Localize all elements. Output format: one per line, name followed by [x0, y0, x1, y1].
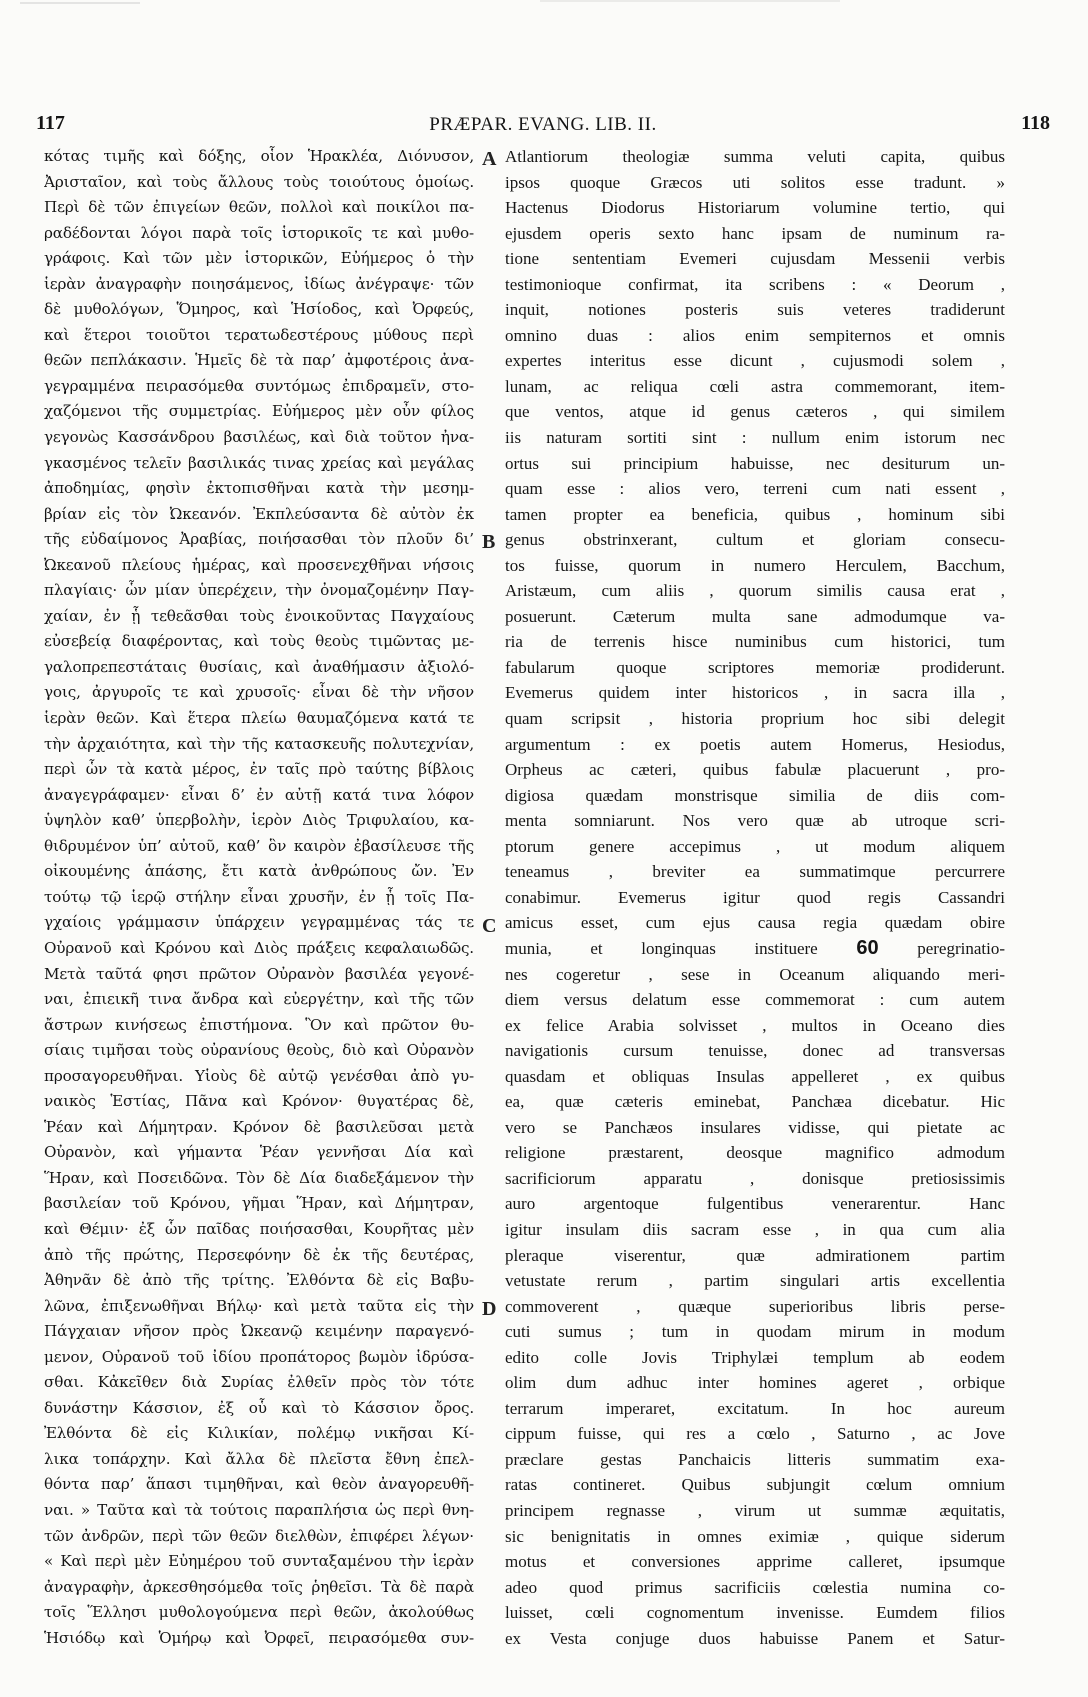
latin-text-line: tione sententiam Evemeri cujusdam Messenii verbis	[505, 249, 1005, 269]
latin-text-line: que ventos, atque id genus cæteros , qui similem	[505, 402, 1005, 422]
greek-text-line: ἀναγεγράφαμεν· εἶναι δ’ ἐν αὐτῇ κατά τινα λόφον	[44, 785, 474, 804]
greek-text-line: μενον, Οὐρανοῦ τοῦ ἰδίου προπάτορος βωμὸν ἱδρύσα-	[44, 1347, 474, 1366]
latin-text-line: religione præstarent, deosque magnifico admodum	[505, 1143, 1005, 1163]
greek-text-line: ναι, ἐπιεικῆ τινα ἄνδρα καὶ εὐεργέτην, καὶ τῆς τῶν	[44, 990, 474, 1009]
latin-text-line: Atlantiorum theologiæ summa veluti capita, quibus	[505, 147, 1005, 166]
greek-text-line: ὑψηλὸν καθ’ ὑπερβολὴν, ἱερὸν Διὸς Τριφυλαίου, κα-	[44, 811, 474, 830]
greek-text-line: λικα τοπάρχην. Καὶ ἄλλα δὲ πλεῖστα ἔθνη ἐπελ-	[44, 1449, 474, 1468]
greek-column	[44, 144, 474, 1651]
greek-text-line: σίαις τιμῆσαι τοὺς οὐρανίους θεοὺς, διὸ καὶ Οὐρανὸν	[44, 1041, 474, 1060]
latin-text-line: conabimur. Evemerus igitur quod regis Cassandri	[505, 887, 1005, 907]
latin-text-line: fabularum quoque scriptores memoriæ prodiderunt.	[505, 657, 1005, 677]
greek-text-line: καὶ ἕτεροι τοιοῦτοι τερατωδεστέρους μύθους περὶ	[44, 325, 474, 344]
latin-text-line: digiosa quædam monstrisque similia de diis com-	[505, 785, 1005, 805]
latin-text-line: menta somniarunt. Nos vero quæ ab utroque scri-	[505, 811, 1005, 831]
latin-text-line: adeo quod primus sacrificiis cœlestia numina co-	[505, 1577, 1005, 1597]
latin-text-line: auro argentoque fulgentibus venerarentur. Hanc	[505, 1194, 1005, 1214]
greek-text-line: κότας τιμῆς καὶ δόξης, οἷον Ἡρακλέα, Διόνυσον,	[44, 147, 474, 165]
latin-text-line: igitur insulam diis sacram esse , in qua cum alia	[505, 1219, 1005, 1239]
latin-text-line: principem regnasse , virum ut summæ æquitatis,	[505, 1500, 1005, 1520]
latin-text-line: Orpheus ac cæteri, quibus fabulæ placuerunt , pro-	[505, 760, 1005, 780]
page-header	[36, 112, 1050, 142]
greek-text-line: ἀποδημίας, φησὶν ἐκτοπισθῆναι κατὰ τὴν μεσημ-	[44, 479, 474, 498]
greek-text-line: Ἐλθόντα δὲ εἰς Κιλικίαν, πολέμῳ νικῆσαι Κί-	[44, 1424, 474, 1443]
latin-text-line: motus et conversiones apprime calleret, ipsumque	[505, 1552, 1005, 1572]
latin-text-line: ex Vesta conjuge duos habuisse Panem et Satur-	[505, 1628, 1005, 1648]
margin-marker-b: B	[482, 531, 496, 553]
greek-text-line: τὴν ἀρχαιότητα, καὶ τὴν τῆς κατασκευῆς πολυτεχνίαν,	[44, 734, 474, 753]
greek-text-line: λῶνα, ἐπιξενωθῆναι Βήλῳ· καὶ μετὰ ταῦτα εἰς τὴν	[44, 1296, 474, 1315]
greek-text-line: θόντα παρ’ ἅπασι τιμηθῆναι, καὶ θεὸν ἀναγορευθῆ-	[44, 1475, 474, 1494]
greek-text-line: τούτῳ τῷ ἱερῷ στήλην εἶναι χρυσῆν, ἐν ᾗ τοῖς Πα-	[44, 887, 474, 906]
latin-text-line: ortus sui principium habuisse, nec desiturum un-	[505, 453, 1005, 473]
greek-text-line: πλαγίαις· ὧν μίαν ὑπερέχειν, τὴν ὀνομαζομένην Παγ-	[44, 581, 474, 600]
latin-text-line: quam esse : alios vero, terreni cum nati essent ,	[505, 479, 1005, 499]
latin-text-line: diem versus delatum esse commemorat : cum autem	[505, 990, 1005, 1010]
greek-text-line: καὶ Θέμιν· ἐξ ὧν παῖδας ποιήσασθαι, Κουρῆτας μὲν	[44, 1219, 474, 1238]
greek-text-line: περὶ ὧν τὰ κατὰ μέρος, ἐν ταῖς πρὸ ταύτης βίβλοις	[44, 760, 474, 779]
latin-text-line: præclare gestas Panchaicis litteris summatim exa-	[505, 1449, 1005, 1469]
greek-text-line: γοις, ἀργυροῖς τε καὶ χρυσοῖς· εἶναι δὲ τὴν νῆσον	[44, 683, 474, 702]
latin-text-line: cippum fuisse, qui res a cœlo , Saturno , ac Jove	[505, 1424, 1005, 1444]
latin-text-line: munia, et longinquas instituere 60 peregrinatio-	[505, 936, 1005, 959]
greek-text-line: « Καὶ περὶ μὲν Εὐημέρου τοῦ συνταξαμένου τὴν ἱερὰν	[44, 1552, 474, 1571]
latin-text-line: teneamus , breviter ea summatimque percurrere	[505, 862, 1005, 882]
latin-text-line: vero se Panchæos insulares vidisse, qui pietate ac	[505, 1117, 1005, 1137]
greek-text-line: θιδρυμένον ὑπ’ αὐτοῦ, καθ’ ὃν καιρὸν ἐβασίλευσε τῆς	[44, 836, 474, 855]
greek-text-line: γράφοις. Καὶ τῶν μὲν ἱστορικῶν, Εὐήμερος ὁ τὴν	[44, 249, 474, 268]
greek-text-line: Ὠκεανοῦ πλείους ἡμέρας, καὶ προσενεχθῆναι νήσοις	[44, 555, 474, 574]
latin-text-line: posuerunt. Cæterum multa sane admodumque va-	[505, 606, 1005, 626]
greek-text-line: ἀναγραφὴν, ἀρκεσθησόμεθα τοῖς ῥηθεῖσι. Τὰ δὲ παρὰ	[44, 1577, 474, 1596]
latin-text-line: Hactenus Diodorus Historiarum volumine tertio, qui	[505, 198, 1005, 218]
latin-text-line: sacrificiorum apparatu , donisque pretiosissimis	[505, 1168, 1005, 1188]
latin-text-line: ejusdem operis sexto hanc ipsam de numinum ra-	[505, 223, 1005, 243]
greek-text-line: δὲ μυθολόγων, Ὅμηρος, καὶ Ἡσίοδος, καὶ Ὀρφεύς,	[44, 300, 474, 319]
greek-text-line: οἰκουμένης ἁπάσης, ἔτι κατὰ ἀνθρώπους ὤν. Ἐν	[44, 862, 474, 881]
latin-text-line: pleraque viserentur, quæ admirationem partim	[505, 1245, 1005, 1265]
greek-text-line: γκασμένος τελεῖν βασιλικάς τινας χρείας καὶ μεγάλας	[44, 453, 474, 472]
greek-text-line: ραδέδονται λόγοι παρὰ τοῖς ἱστορικοῖς τε καὶ μυθο-	[44, 223, 474, 242]
scan-speck	[20, 2, 140, 4]
right-page-number: 118	[1021, 112, 1050, 134]
latin-text-line: Evemerus quidem inter historicos , in sacra illa ,	[505, 683, 1005, 703]
latin-text-line: tamen propter ea beneficia, quibus , hominum sibi	[505, 504, 1005, 524]
greek-text-line: Ἡσιόδῳ καὶ Ὁμήρῳ καὶ Ὀρφεῖ, πειρασόμεθα συν-	[44, 1628, 474, 1647]
margin-marker-c: C	[482, 915, 497, 937]
greek-text-line: χαζόμενοι τῆς συμμετρίας. Εὐήμερος μὲν οὖν φίλος	[44, 402, 474, 421]
latin-text-line: testimonioque confirmat, ita scribens : « Deorum ,	[505, 274, 1005, 294]
latin-text-line: lunam, ac reliqua cœli astra commemorant, item-	[505, 376, 1005, 396]
greek-text-line: Ἥραν, καὶ Ποσειδῶνα. Τὸν δὲ Δία διαδεξάμενον τὴν	[44, 1168, 474, 1187]
latin-text-line: nes cogeretur , sese in Oceanum aliquando meri-	[505, 964, 1005, 984]
latin-text-line: ex felice Arabia solvisset , multos in Oceano dies	[505, 1015, 1005, 1035]
greek-text-line: σθαι. Κἀκεῖθεν διὰ Συρίας ἐλθεῖν πρὸς τὸν τότε	[44, 1373, 474, 1392]
margin-marker-d: D	[482, 1298, 497, 1320]
greek-text-line: γεγραμμένα πειρασόμεθα συντόμως ἐπιδραμεῖν, στο-	[44, 376, 474, 395]
greek-text-line: προσαγορευθῆναι. Υἱοὺς δὲ αὐτῷ γενέσθαι ἀπὸ γυ-	[44, 1066, 474, 1085]
latin-text-line: genus obstrinxerant, cultum et gloriam consecu-	[505, 530, 1005, 550]
greek-text-line: εὐσεβείᾳ διαφέροντας, καὶ τοὺς θεοὺς τιμῶντας με-	[44, 632, 474, 651]
latin-text-line: argumentum : ex poetis autem Homerus, Hesiodus,	[505, 734, 1005, 754]
latin-text-line: luisset, cœli cognomentum invenisse. Eumdem filios	[505, 1603, 1005, 1623]
greek-text-line: τῆς εὐδαίμονος Ἀραβίας, ποιήσασθαι τὸν πλοῦν δι’	[44, 530, 474, 549]
latin-column	[505, 144, 1005, 1651]
greek-text-line: Πάγχαιαν νῆσον πρὸς Ὠκεανῷ κειμένην παραγενό-	[44, 1322, 474, 1341]
left-page-number: 117	[36, 112, 65, 134]
greek-text-line: βρίαν εἰς τὸν Ὠκεανόν. Ἐκπλεύσαντα δὲ αὐτὸν ἐκ	[44, 504, 474, 523]
latin-text-line: ptorum genere accepimus , ut modum aliquem	[505, 836, 1005, 856]
latin-text-line: quam scripsit , historia proprium hoc sibi delegit	[505, 709, 1005, 729]
latin-text-line: vetustate rerum , partim singulari artis excellentia	[505, 1271, 1005, 1291]
greek-text-line: ἀπὸ τῆς πρώτης, Περσεφόνην δὲ ἐκ τῆς δευτέρας,	[44, 1245, 474, 1264]
latin-text-line: olim dum adhuc inter homines ageret , orbique	[505, 1373, 1005, 1393]
latin-text-line: tos fuisse, quorum in numero Herculem, Bacchum,	[505, 555, 1005, 575]
latin-text-line: amicus esset, cum ejus causa regia quædam obire	[505, 913, 1005, 933]
greek-text-line: γεγονὼς Κασσάνδρου βασιλέως, καὶ διὰ τοῦτον ἠνα-	[44, 428, 474, 447]
greek-text-line: βασιλείαν τοῦ Κρόνου, γῆμαι Ἥραν, καὶ Δήμητραν,	[44, 1194, 474, 1213]
greek-text-line: Οὐρανὸν, καὶ γήμαντα Ῥέαν γεννῆσαι Δία καὶ	[44, 1143, 474, 1162]
margin-marker-a: A	[482, 148, 497, 170]
greek-text-line: ἱερὰν θεῶν. Καὶ ἕτερα πλείω θαυμαζόμενα κατά τε	[44, 709, 474, 728]
greek-text-line: γαλοπρεπεστάταις θυσίαις, καὶ ἀναθήμασιν ἀξιολό-	[44, 657, 474, 676]
greek-text-line: ναικὸς Ἑστίας, Πᾶνα καὶ Κρόνον· θυγατέρας δὲ,	[44, 1092, 474, 1111]
greek-text-line: θεῶν πεπλάκασιν. Ἡμεῖς δὲ τὰ παρ’ ἀμφοτέροις ἀνα-	[44, 351, 474, 370]
latin-text-line: Aristæum, cum aliis , quorum similis causa erat ,	[505, 581, 1005, 601]
latin-text-line: expertes interitus esse dicunt , cujusmodi solem ,	[505, 351, 1005, 371]
latin-text-line: inquit, notiones posteris suis veteres tradiderunt	[505, 300, 1005, 320]
latin-text-line: commoverent , quæque superioribus libris perse-	[505, 1296, 1005, 1316]
greek-text-line: χαίαν, ἐν ᾗ τεθεᾶσθαι τοὺς ἐνοικοῦντας Παγχαίους	[44, 606, 474, 625]
greek-text-line: Ἀρισταῖον, καὶ τοὺς ἄλλους τοὺς τοιούτους ὁμοίως.	[44, 172, 474, 191]
greek-text-line: γχαίοις γράμμασιν ὑπάρχειν γεγραμμένας τάς τε	[44, 913, 474, 932]
greek-text-line: ἱερὰν ἀναγραφὴν ποιησάμενος, ἰδίως ἀνέγραψε· τῶν	[44, 274, 474, 293]
latin-text-line: sic benignitatis in omnes eximiæ , quique siderum	[505, 1526, 1005, 1546]
greek-text-line: Ἀθηνᾶν δὲ ἀπὸ τῆς τρίτης. Ἐλθόντα δὲ εἰς Βαβυ-	[44, 1271, 474, 1290]
greek-text-line: τοῖς Ἕλλησι μυθολογούμενα περὶ θεῶν, ἀκολούθως	[44, 1603, 474, 1622]
latin-text-line: ratas contineret. Quibus subjungit cœlum omnium	[505, 1475, 1005, 1495]
greek-text-line: ναι. » Ταῦτα καὶ τὰ τούτοις παραπλήσια ὡς περὶ θνη-	[44, 1500, 474, 1519]
latin-text-line: quasdam et obliquas Insulas appelleret , ex quibus	[505, 1066, 1005, 1086]
greek-text-line: Ῥέαν καὶ Δήμητραν. Κρόνον δὲ βασιλεῦσαι μετὰ	[44, 1117, 474, 1136]
latin-text-line: navigationis cursum tenuisse, donec ad transversas	[505, 1041, 1005, 1061]
running-title: PRÆPAR. EVANG. LIB. II.	[429, 114, 657, 135]
latin-text-line: edito colle Jovis Triphylæi templum ab eodem	[505, 1347, 1005, 1367]
greek-text-line: Μετὰ ταῦτά φησι πρῶτον Οὐρανὸν βασιλέα γεγονέ-	[44, 964, 474, 983]
greek-text-line: ἄστρων κινήσεως ἐπιστήμονα. Ὃν καὶ πρῶτον θυ-	[44, 1015, 474, 1034]
latin-text-line: ea, quæ cæteris eminebat, Panchæa dicebatur. Hic	[505, 1092, 1005, 1112]
latin-text-line: ria de terrenis hisce numinibus cum historici, tum	[505, 632, 1005, 652]
greek-text-line: Περὶ δὲ τῶν ἐπιγείων θεῶν, πολλοὶ καὶ ποικίλοι πα-	[44, 198, 474, 217]
greek-text-line: τῶν ἀνδρῶν, περὶ τῶν θεῶν διελθὼν, ἐπιφέρει λέγων·	[44, 1526, 474, 1545]
scan-speck	[540, 0, 840, 2]
latin-text-line: iis naturam sortiti sint : nullum enim istorum nec	[505, 428, 1005, 448]
latin-text-line: omnino duas : alios enim sempiternos et omnis	[505, 325, 1005, 345]
latin-text-line: terrarum imperaret, excitatum. In hoc aureum	[505, 1398, 1005, 1418]
greek-text-line: Οὐρανοῦ καὶ Κρόνου καὶ Διὸς πράξεις κεφαλαιωδῶς.	[44, 938, 474, 957]
greek-text-line: δυνάστην Κάσσιον, ἐξ οὗ καὶ τὸ Κάσσιον ὄρος.	[44, 1398, 474, 1417]
latin-text-line: cuti sumus ; tum in quodam mirum in modum	[505, 1322, 1005, 1342]
page-reference-number: 60	[856, 936, 879, 959]
latin-text-line: ipsos quoque Græcos uti solitos esse tradunt. »	[505, 172, 1005, 192]
